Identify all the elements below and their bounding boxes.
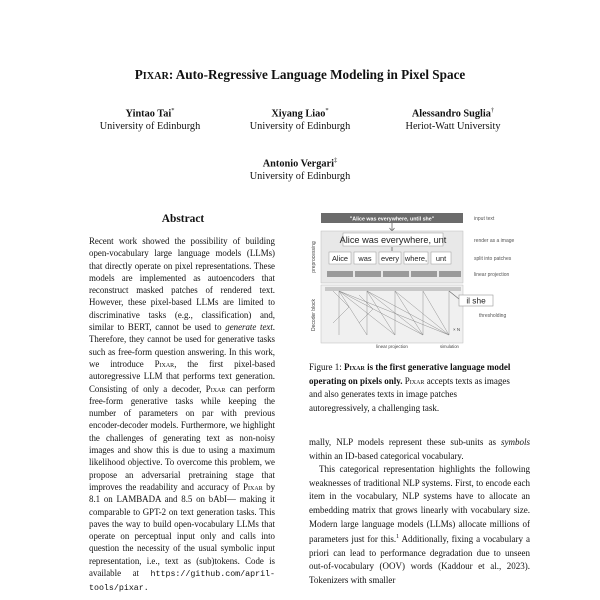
label-decoder: Decoder block [311,299,317,331]
para-text: This categorical representation highlights the following weaknesses of traditional NLP systems. First, to encode each item in the vocabulary, NLP systems have to allocate an embedding matrix that grows linearly with vocabulary size. Modern large language models (LLMs) allocate millions of parameters just for this. [309,464,530,545]
author-mark: † [490,107,495,114]
author-affiliation: Heriot-Watt University [405,121,501,133]
figure-caption [309,361,514,415]
patch-text: unt [435,254,447,263]
patch-text: Alice [331,254,349,263]
abstract-body [89,235,275,596]
embedding-bar [439,271,461,277]
abstract-text: by 8.1 on LAMBADA and 8.5 on bAbI— making it comparable to GPT-2 on text generation tasks. This paves the way to build open-vocabulary LLMs that operate on perceptual input only and calls into question the necessity of the usual symbolic input representation, i.e., text as (sub)tokens. Code is available at [89,481,275,579]
label-linear-bottom: linear projection [376,344,408,349]
output-patch-text: il she [466,295,486,306]
embedding-bar [411,271,437,277]
title-sc-rest: IXAR [142,71,169,82]
para-text: within an ID-based categorical vocabulary. [309,450,464,461]
caption-pixar: Pixar [404,375,425,386]
para-emphasis: symbols [501,437,530,447]
patch-text: where, [404,254,428,263]
rendered-text: Alice was everywhere, unt [339,235,447,245]
title-rest: : Auto-Regressive Language Modeling in Pixel Space [168,67,466,82]
label-split: split into patches [474,256,512,262]
author-name: Yintao Tai [125,108,172,120]
label-threshold: thresholding [479,313,507,319]
para-text: Additionally, fixing a vocabulary a priori can lead to performance degradation due to unseen out-of-vocabulary (OOV) words (Kaddour et al., 2023). Tokenizers with smaller [309,534,530,585]
author-block-2 [223,104,377,133]
pixar-name: Pixar [205,383,226,394]
input-text: "Alice was everywhere, until she" [349,216,435,223]
author-block-3 [370,104,536,133]
label-preprocessing: preprocessing [311,241,317,273]
abstract-text: can perform free-form generative tasks while keeping the number of parameters on par with previous encoder-decoder models. Furthermore, we highlight the challenges of generating text as non-noisy images and show this is due to using a maximum likelihood objective. To overcome this problem, we propose an adversarial pretraining stage that improves the readability and accuracy of [89,383,275,492]
pixar-name: Pixar [154,358,175,369]
caption-rest: accepts texts as images and also generates texts in image patches autoregressively, a challenging task. [309,375,510,413]
author-affiliation: University of Edinburgh [249,171,351,183]
footnote-mark[interactable]: 1 [396,534,400,541]
label-render: render as a image [474,238,515,244]
embedding-row [327,271,461,277]
author-mark: ‡ [333,157,338,164]
author-affiliation: University of Edinburgh [99,121,201,133]
decoder-bar [325,287,461,291]
abstract-text: Recent work showed the possibility of building open-vocabulary large language models (LLMs) that directly operate on pixel representations. These models are implemented as autoencoders that reconstruct masked patches of rendered text. However, these pixel-based LLMs are limited to discriminative tasks (e.g., classification) and, similar to BERT, cannot be used to [89,236,275,333]
paragraph [309,463,530,587]
caption-bold: is the first generative language model operating on pixels only. [309,362,511,386]
author-mark: * [325,107,329,114]
label-linear: linear projection [474,272,510,278]
abstract-emphasis: generate text [225,322,273,333]
patch-text: was [358,254,372,263]
embedding-bar [327,271,353,277]
caption-prefix: Figure 1: [309,362,344,372]
author-affiliation: University of Edinburgh [249,121,351,133]
author-mark: * [171,107,175,114]
para-text: mally, NLP models represent these sub-units as [309,437,501,447]
author-block-4 [223,154,377,183]
pixar-name: Pixar [243,481,263,492]
author-name: Xiyang Liao [271,108,326,120]
author-name: Antonio Vergari [262,158,334,170]
abstract-heading: Abstract [161,213,205,225]
title-sc-first: P [134,67,143,82]
label-simulation: simulation [440,344,459,349]
author-name: Alessandro Suglia [411,108,491,120]
code-link[interactable]: https://github.com/april-tools/pixar. [89,570,276,594]
embedding-bar [355,271,381,277]
patch-text: every [380,254,400,263]
paper-title [0,67,600,83]
abstract-text: , the first pixel-based autoregressive LLM that performs text generation. Consisting of only a decoder, [89,358,276,394]
abstract-text: . Therefore, they cannot be used for generative tasks such as free-form question answering. In this work, we introduce [89,322,276,369]
caption-pixar: Pixar [344,362,365,372]
label-input-text: input text [474,216,495,222]
embedding-bar [383,271,409,277]
patch-row [329,252,451,264]
paragraph [309,436,530,463]
author-block-1 [73,104,227,133]
body-right-column [309,436,530,588]
figure-1-diagram [309,211,521,351]
layer-count: × N [453,327,461,332]
